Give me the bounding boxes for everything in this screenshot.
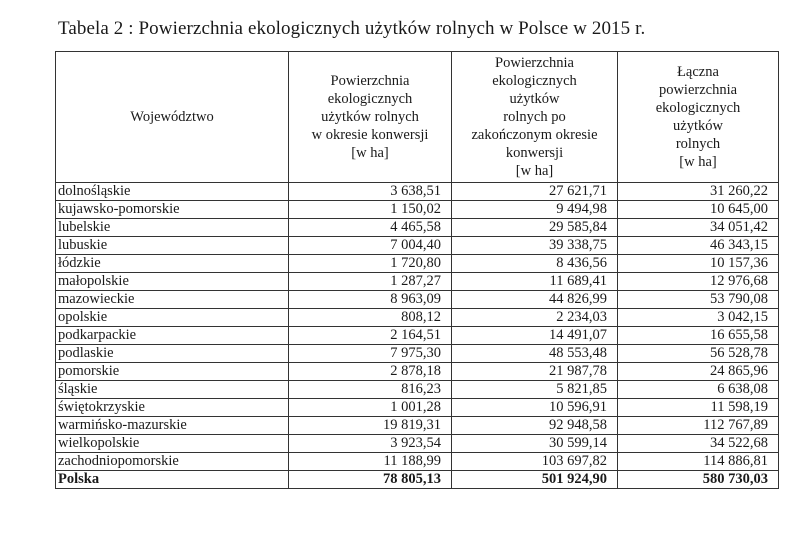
header-line: ekologicznych [327,91,413,107]
conversion-value: 4 465,58 [289,219,452,237]
voivodeship-name: zachodniopomorskie [56,453,289,471]
total-label: Polska [56,471,289,489]
header-line: ekologicznych [655,100,741,116]
post-conversion-value: 21 987,78 [452,363,618,381]
total-value: 6 638,08 [618,381,779,399]
post-conversion-value: 8 436,56 [452,255,618,273]
table-row [56,255,779,273]
total-value: 11 598,19 [618,399,779,417]
post-conversion-value: 92 948,58 [452,417,618,435]
voivodeship-name: śląskie [56,381,289,399]
conversion-value: 1 287,27 [289,273,452,291]
total-value: 16 655,58 [618,327,779,345]
header-line: Łączna [677,64,719,80]
total-value: 53 790,08 [618,291,779,309]
header-line: konwersji [505,145,564,161]
header-line: użytków [673,118,723,134]
voivodeship-name: pomorskie [56,363,289,381]
voivodeship-name: dolnośląskie [56,183,289,201]
table-row [56,273,779,291]
table-row [56,363,779,381]
post-conversion-value: 103 697,82 [452,453,618,471]
conversion-value: 816,23 [289,381,452,399]
total-value: 10 157,36 [618,255,779,273]
table-row [56,327,779,345]
post-conversion-value: 44 826,99 [452,291,618,309]
total-post-conversion-value: 501 924,90 [452,471,618,489]
table-row [56,309,779,327]
conversion-value: 11 188,99 [289,453,452,471]
header-line: rolnych po [503,109,566,125]
conversion-value: 1 720,80 [289,255,452,273]
header-row [56,52,779,183]
header-line: [w ha] [515,163,554,179]
conversion-value: 1 001,28 [289,399,452,417]
voivodeship-name: małopolskie [56,273,289,291]
voivodeship-name: podkarpackie [56,327,289,345]
header-line: ekologicznych [492,73,577,89]
table-row [56,417,779,435]
column-header-post-conversion-area [452,52,618,183]
post-conversion-value: 29 585,84 [452,219,618,237]
total-value: 31 260,22 [618,183,779,201]
voivodeship-name: łódzkie [56,255,289,273]
column-header-conversion-area [289,52,452,183]
total-value: 12 976,68 [618,273,779,291]
conversion-value: 1 150,02 [289,201,452,219]
voivodeship-name: mazowieckie [56,291,289,309]
table-row [56,453,779,471]
header-line: zakończonym okresie [471,127,598,143]
conversion-value: 19 819,31 [289,417,452,435]
post-conversion-value: 9 494,98 [452,201,618,219]
voivodeship-name: lubelskie [56,219,289,237]
header-line: Województwo [130,109,214,125]
post-conversion-value: 2 234,03 [452,309,618,327]
post-conversion-value: 14 491,07 [452,327,618,345]
header-line: rolnych [675,136,721,152]
total-value: 56 528,78 [618,345,779,363]
total-value: 112 767,89 [618,417,779,435]
post-conversion-value: 48 553,48 [452,345,618,363]
column-header-total-area [618,52,779,183]
voivodeship-name: podlaskie [56,345,289,363]
voivodeship-name: świętokrzyskie [56,399,289,417]
table-row [56,381,779,399]
total-value: 10 645,00 [618,201,779,219]
voivodeship-name: kujawsko-pomorskie [56,201,289,219]
conversion-value: 2 164,51 [289,327,452,345]
conversion-value: 7 004,40 [289,237,452,255]
post-conversion-value: 39 338,75 [452,237,618,255]
header-line: w okresie konwersji [311,127,429,143]
header-line: użytków rolnych [321,109,419,125]
header-line: Powierzchnia [495,55,574,71]
conversion-value: 808,12 [289,309,452,327]
column-header-voivodeship [56,52,289,183]
post-conversion-value: 30 599,14 [452,435,618,453]
table-row [56,291,779,309]
header-line: użytków [509,91,560,107]
total-value: 24 865,96 [618,363,779,381]
post-conversion-value: 5 821,85 [452,381,618,399]
conversion-value: 2 878,18 [289,363,452,381]
conversion-value: 3 923,54 [289,435,452,453]
header-line: powierzchnia [658,82,738,98]
post-conversion-value: 11 689,41 [452,273,618,291]
table-row [56,183,779,201]
voivodeship-name: warmińsko-mazurskie [56,417,289,435]
conversion-value: 7 975,30 [289,345,452,363]
post-conversion-value: 27 621,71 [452,183,618,201]
post-conversion-value: 10 596,91 [452,399,618,417]
table-row [56,237,779,255]
header-line: [w ha] [351,145,389,161]
conversion-value: 8 963,09 [289,291,452,309]
table-caption: Tabela 2 : Powierzchnia ekologicznych użytków rolnych w Polsce w 2015 r. [58,18,646,39]
voivodeship-name: lubuskie [56,237,289,255]
total-value: 114 886,81 [618,453,779,471]
header-line: Powierzchnia [330,73,410,89]
voivodeship-name: opolskie [56,309,289,327]
total-value: 3 042,15 [618,309,779,327]
table-row [56,399,779,417]
total-row [56,471,779,489]
total-conversion-value: 78 805,13 [289,471,452,489]
total-value: 34 522,68 [618,435,779,453]
header-line: [w ha] [679,154,717,170]
voivodeship-name: wielkopolskie [56,435,289,453]
data-table [55,51,779,489]
table-body [56,183,779,471]
total-value: 34 051,42 [618,219,779,237]
table-row [56,345,779,363]
total-area-value: 580 730,03 [618,471,779,489]
table-row [56,435,779,453]
total-value: 46 343,15 [618,237,779,255]
table-row [56,219,779,237]
conversion-value: 3 638,51 [289,183,452,201]
table-row [56,201,779,219]
